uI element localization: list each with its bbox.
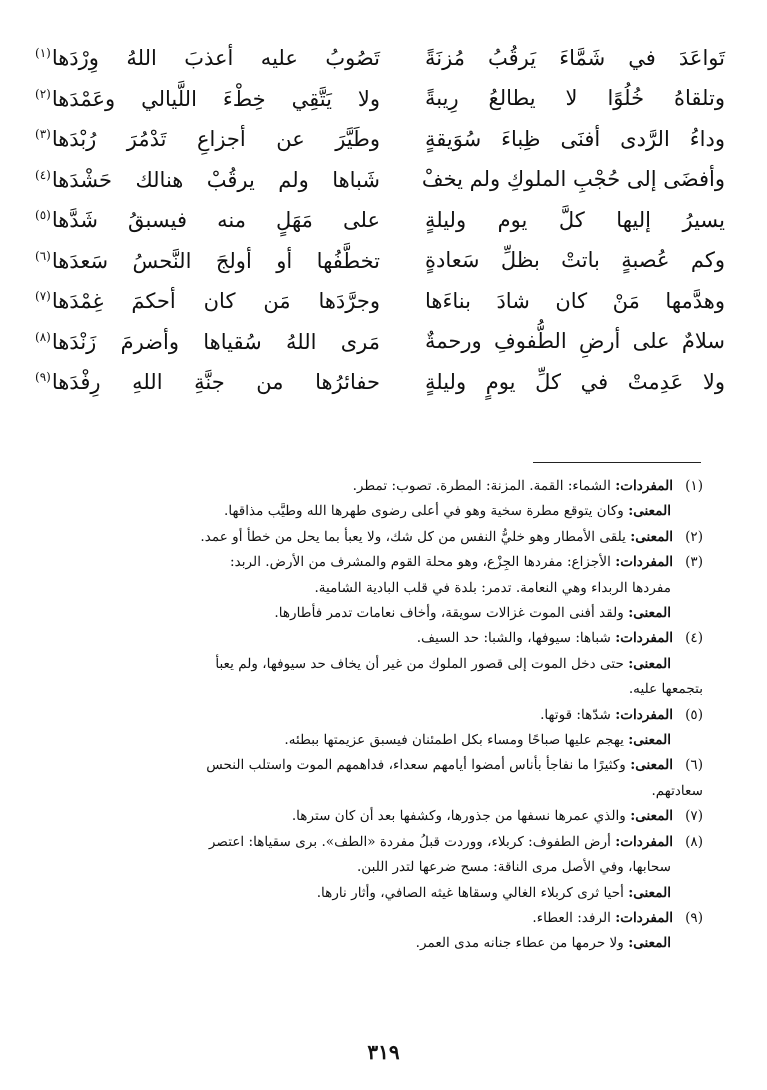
verse-row — [35, 38, 725, 79]
verse-second-text: على مَهَلٍ منه فيسبقُ شَدَّها — [51, 208, 380, 233]
footnote-text: الشماء: القمة. المزنة: المطرة. تصوب: تمطر. — [352, 478, 611, 494]
verse-row — [35, 160, 725, 201]
footnote-line — [63, 576, 703, 601]
verse-second-text: حفائرُها من جنَّةِ اللهِ رِفْدَها — [51, 370, 380, 395]
verse-row — [35, 281, 725, 322]
footnote-label: المفردات: — [615, 833, 673, 850]
footnote-line — [63, 906, 703, 931]
footnote-text: شباها: سيوفها، والشبا: حد السيف. — [416, 630, 611, 647]
footnote-line — [63, 525, 703, 550]
footnote-line — [63, 474, 703, 499]
footnote-number: (٩) — [685, 909, 703, 926]
footnote-line — [63, 677, 703, 702]
verse-second-hemistich — [35, 371, 380, 393]
footnote-label: المعنى: — [630, 757, 673, 774]
verse-second-hemistich — [35, 128, 380, 150]
footnote-label: المفردات: — [615, 554, 673, 571]
footnote-line — [63, 499, 703, 524]
footnote-marker: (٥) — [35, 208, 51, 223]
verse-second-text: وطَيَّرَ عن أجزاعِ تَدْمُرَ رُبْدَها — [51, 127, 380, 152]
verse-first-hemistich: يسيرُ إليها كلَّ يوم وليلةٍ — [425, 207, 725, 232]
footnote-number: (١) — [685, 478, 703, 494]
verse-second-hemistich — [35, 209, 380, 231]
footnote-marker: (٣) — [35, 127, 51, 142]
footnote-line — [63, 753, 703, 778]
footnote-text: مفردها الربداء وهي النعامة. تدمر: بلدة في قلب البادية الشامية. — [314, 579, 671, 596]
verse-row — [35, 119, 725, 160]
footnote-text: ولا حرمها من عطاء جنانه مدى العمر. — [415, 935, 624, 952]
verse-second-hemistich — [35, 47, 380, 69]
footnote-text: أحيا ثرى كربلاء الغالي وسقاها غيثه الصافي، وأثار نارها. — [316, 884, 624, 901]
footnote-line — [63, 855, 703, 880]
footnote-marker: (١) — [35, 46, 51, 61]
verse-first-hemistich: وكم عُصبةٍ باتتْ بظلِّ سَعادةٍ — [425, 248, 725, 273]
footnote-text: حتى دخل الموت إلى قصور الملوك من غير أن يخاف حد سيوفها، ولم يعبأ — [215, 655, 624, 672]
verse-first-hemistich: تَواعَدَ في شَمَّاءَ يَرقُبُ مُزنَةً — [425, 45, 725, 70]
footnote-label: المعنى: — [628, 884, 671, 901]
footnote-label: المعنى: — [628, 503, 671, 520]
footnote-separator — [533, 462, 701, 463]
verse-second-hemistich — [35, 290, 380, 312]
footnotes — [63, 474, 703, 957]
poem — [35, 38, 725, 403]
footnote-text: الأجزاع: مفردها الجِزْع، وهو محلة القوم والمشرف من الأرض. الربد: — [230, 554, 611, 571]
footnote-text: بتجمعها عليه. — [628, 681, 703, 698]
footnote-text: شدّها: قوتها. — [540, 706, 611, 723]
footnote-number: (٣) — [685, 554, 703, 571]
verse-second-text: شَباها ولم يرقُبْ هنالك حَشْدَها — [51, 167, 380, 192]
footnote-marker: (٦) — [35, 248, 51, 263]
verse-row — [35, 200, 725, 241]
footnote-marker: (٢) — [35, 86, 51, 101]
footnote-label: المفردات: — [615, 706, 673, 723]
footnote-line — [63, 652, 703, 677]
verse-first-hemistich: سلامٌ على أرضِ الطُّفوفِ ورحمةٌ — [425, 329, 725, 354]
footnote-number: (٧) — [685, 808, 703, 825]
footnote-text: والذي عمرها نسفها من جذورها، وكشفها بعد أن كان سترها. — [291, 808, 626, 825]
verse-first-hemistich: وداءُ الرَّدى أفنَى ظِباءَ سُوَيقةٍ — [425, 126, 725, 151]
footnote-text: ولقد أفنى الموت غزالات سويقة، وأخاف نعامات تدمر فأطارها. — [274, 605, 624, 622]
footnote-label: المفردات: — [615, 478, 673, 494]
verse-second-hemistich — [35, 331, 380, 353]
footnote-line — [63, 779, 703, 804]
verse-first-hemistich: وأفضَى إلى حُجْبِ الملوكِ ولم يخفْ — [421, 167, 725, 192]
verse-first-hemistich: وتلقاهُ خُلُوًا لا يطالعُ رِيبةً — [425, 86, 725, 111]
footnote-label: المعنى: — [628, 935, 671, 952]
verse-second-hemistich — [35, 250, 380, 272]
footnote-line — [63, 728, 703, 753]
footnote-marker: (٩) — [35, 370, 51, 385]
verse-second-text: تخطَّفُها أو أولجَ النَّحسُ سَعدَها — [51, 248, 380, 273]
footnote-label: المعنى: — [630, 528, 673, 545]
footnote-line — [63, 881, 703, 906]
verse-row — [35, 362, 725, 403]
verse-second-text: وجرَّدَها مَن كان أحكمَ غِمْدَها — [51, 289, 380, 314]
verse-first-hemistich: وهدَّمها مَنْ كان شادَ بناءَها — [425, 288, 725, 313]
footnote-text: وكثيرًا ما نفاجأ بأناس أمضوا أيامهم سعداء، فداهمهم الموت واستلب النحس — [206, 757, 626, 774]
footnote-number: (٨) — [685, 833, 703, 850]
verse-first-hemistich: ولا عَدِمتْ في كلِّ يومٍ وليلةٍ — [425, 369, 725, 394]
footnote-number: (٤) — [685, 630, 703, 647]
verse-second-text: تَصُوبُ عليه أعذبَ اللهُ وِرْدَها — [51, 46, 380, 71]
verse-second-text: مَرى اللهُ سُقياها وأضرمَ زَنْدَها — [51, 329, 380, 354]
footnote-text: أرض الطفوف: كربلاء، ووردت قبلُ مفردة «الطف». برى سقياها: اعتصر — [208, 833, 611, 850]
footnote-line — [63, 703, 703, 728]
footnote-line — [63, 804, 703, 829]
footnote-text: يلقى الأمطار وهو خليُّ النفس من كل شك، ولا يعبأ بما يحل من خطأ أو عمد. — [200, 528, 626, 545]
footnote-number: (٥) — [685, 706, 703, 723]
verse-row — [35, 241, 725, 282]
footnote-text: يهجم عليها صباحًا ومساء بكل اطمئنان فيسبق عزيمتها ببطئه. — [284, 732, 624, 749]
footnote-text: وكان يتوقع مطرة سخية وهو في أعلى رضوى طهرها الله وطيَّب مذاقها. — [224, 503, 624, 520]
footnote-line — [63, 931, 703, 956]
footnote-label: المعنى: — [628, 732, 671, 749]
footnote-line — [63, 550, 703, 575]
footnote-marker: (٧) — [35, 289, 51, 304]
footnote-line — [63, 830, 703, 855]
footnote-label: المفردات: — [615, 630, 673, 647]
page-number: ٣١٩ — [367, 1040, 400, 1064]
footnote-text: سحابها، وفي الأصل مرى الناقة: مسح ضرعها لتدر اللبن. — [356, 859, 671, 876]
footnote-text: سعادتهم. — [651, 782, 703, 799]
footnote-number: (٢) — [685, 528, 703, 545]
footnote-label: المعنى: — [630, 808, 673, 825]
verse-second-hemistich — [35, 169, 380, 191]
verse-row — [35, 322, 725, 363]
footnote-label: المفردات: — [615, 909, 673, 926]
footnote-label: المعنى: — [628, 655, 671, 672]
footnote-marker: (٨) — [35, 329, 51, 344]
footnote-line — [63, 601, 703, 626]
footnote-number: (٦) — [685, 757, 703, 774]
footnote-text: الرفد: العطاء. — [532, 909, 611, 926]
footnote-label: المعنى: — [628, 605, 671, 622]
verse-second-hemistich — [35, 88, 380, 110]
verse-row — [35, 79, 725, 120]
footnote-marker: (٤) — [35, 167, 51, 182]
footnote-line — [63, 626, 703, 651]
verse-second-text: ولا يَتَّقِي خِطْءَ اللَّيالي وعَمْدَها — [51, 86, 380, 111]
